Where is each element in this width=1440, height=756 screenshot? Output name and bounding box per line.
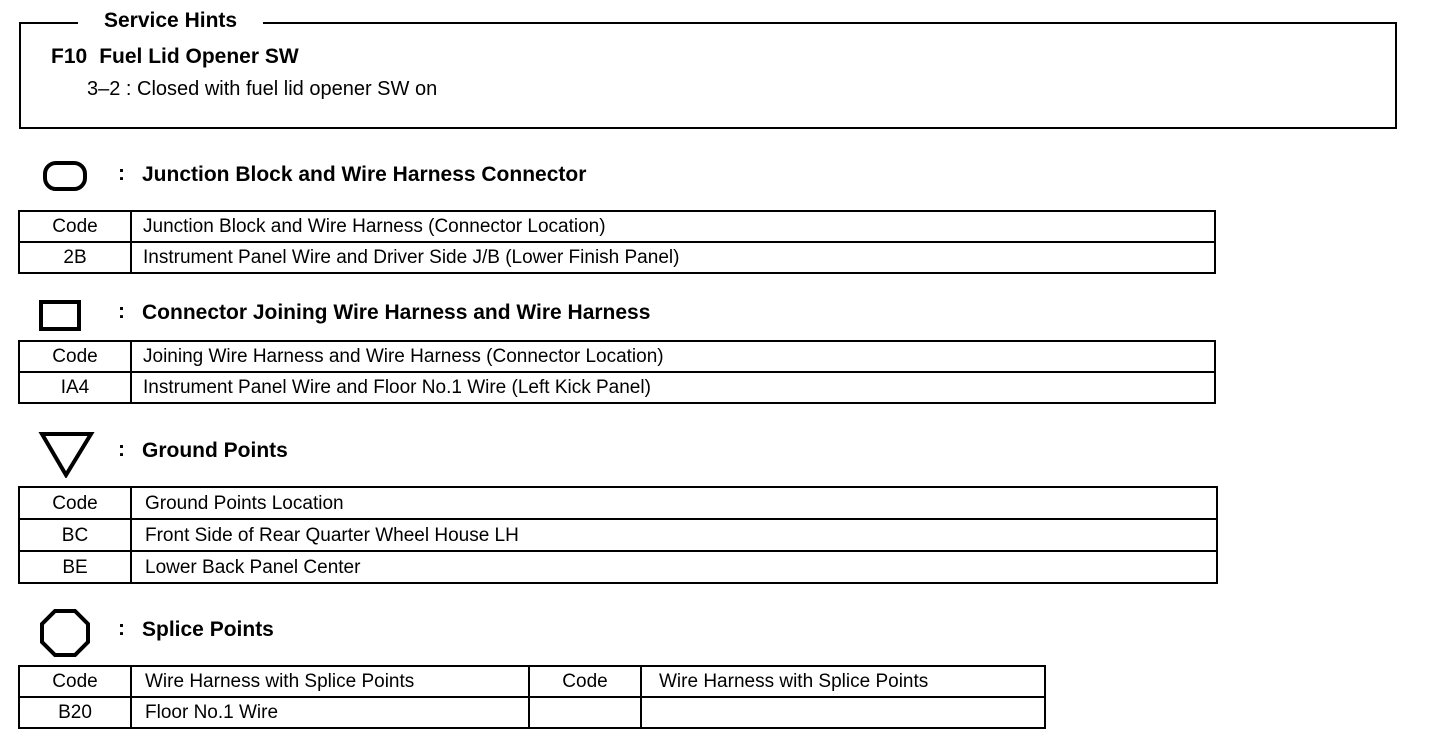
table-row: [19, 372, 1215, 403]
junction-block-colon: :: [118, 162, 125, 185]
header-description: Ground Points Location: [131, 487, 1217, 519]
table-header-row: [19, 341, 1215, 372]
row-description: Instrument Panel Wire and Driver Side J/B (Lower Finish Panel): [131, 242, 1215, 273]
header-description: Joining Wire Harness and Wire Harness (Connector Location): [131, 341, 1215, 372]
row-description: [641, 697, 1045, 728]
row-description: Front Side of Rear Quarter Wheel House LH: [131, 519, 1217, 551]
splice-points-table: [18, 665, 1046, 729]
component-title: [51, 45, 299, 69]
header-code: Code: [19, 341, 131, 372]
table-row: [19, 242, 1215, 273]
table-header-row: [19, 487, 1217, 519]
header-code: Code: [529, 666, 641, 697]
row-description: Floor No.1 Wire: [131, 697, 529, 728]
splice-points-colon: :: [118, 617, 125, 640]
header-description: Junction Block and Wire Harness (Connector Location): [131, 211, 1215, 242]
header-code: Code: [19, 666, 131, 697]
connector-joining-title: Connector Joining Wire Harness and Wire Harness: [142, 301, 651, 324]
service-hints-box: [19, 22, 1397, 129]
row-code: 2B: [19, 242, 131, 273]
header-code: Code: [19, 211, 131, 242]
connector-joining-icon: [38, 299, 84, 333]
row-code: B20: [19, 697, 131, 728]
table-row: [19, 551, 1217, 583]
header-description: Wire Harness with Splice Points: [131, 666, 529, 697]
header-code: Code: [19, 487, 131, 519]
splice-points-title: Splice Points: [142, 618, 274, 641]
junction-block-icon: [42, 160, 90, 194]
table-header-row: [19, 211, 1215, 242]
connector-joining-table: [18, 340, 1216, 404]
component-name: Fuel Lid Opener SW: [99, 45, 299, 68]
table-row: [19, 519, 1217, 551]
table-row: [19, 697, 1045, 728]
ground-points-title: Ground Points: [142, 439, 288, 462]
row-description: Lower Back Panel Center: [131, 551, 1217, 583]
junction-block-title: Junction Block and Wire Harness Connector: [142, 163, 587, 186]
connector-joining-colon: :: [118, 300, 125, 323]
component-code: F10: [51, 45, 88, 68]
ground-point-icon: [38, 430, 98, 478]
row-code: [529, 697, 641, 728]
row-description: Instrument Panel Wire and Floor No.1 Wire (Left Kick Panel): [131, 372, 1215, 403]
ground-points-table: [18, 486, 1218, 584]
junction-block-table: [18, 210, 1216, 274]
splice-point-icon: [38, 608, 92, 658]
row-code: BE: [19, 551, 131, 583]
service-hint-line: 3–2 : Closed with fuel lid opener SW on: [87, 78, 438, 100]
service-hints-legend: Service Hints: [78, 9, 263, 33]
table-header-row: [19, 666, 1045, 697]
header-description: Wire Harness with Splice Points: [641, 666, 1045, 697]
row-code: IA4: [19, 372, 131, 403]
row-code: BC: [19, 519, 131, 551]
ground-points-colon: :: [118, 438, 125, 461]
